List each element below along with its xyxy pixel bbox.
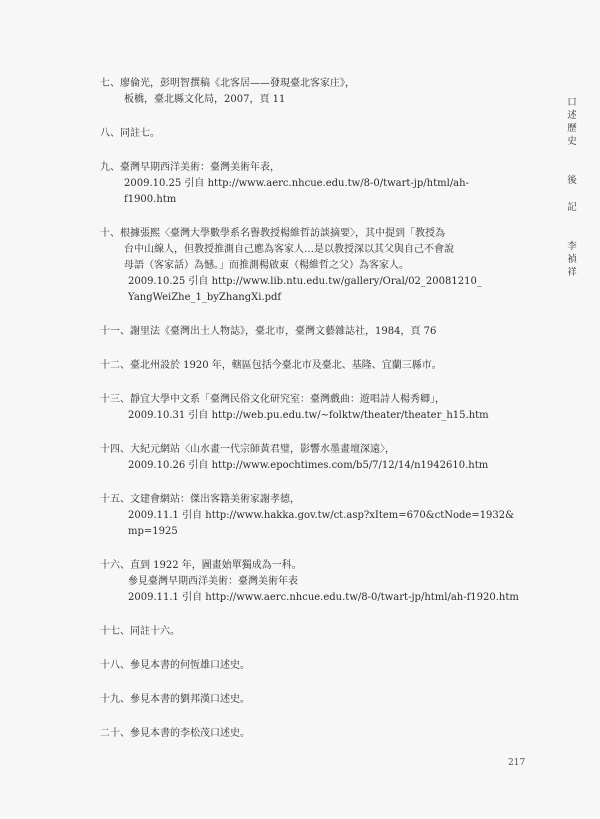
note-17-head: 十七、同註十六。 [100, 626, 180, 637]
series-title [562, 96, 582, 148]
note-10-line-2: 母語（客家話）為憾。」而推測楊啟東（楊維哲之父）為客家人。 [124, 260, 409, 271]
running-header-vertical [562, 96, 582, 279]
note-10-line-3: 2009.10.25 引自 http://www.lib.ntu.edu.tw/gallery/Oral/02_20081210_ [128, 276, 482, 287]
note-9 [100, 160, 520, 208]
note-10-line-4: YangWeiZhe_1_byZhangXi.pdf [128, 292, 282, 303]
note-13-line-1: 2009.10.31 引自 http://web.pu.edu.tw/~folktw/theater/theater_h15.htm [128, 410, 489, 421]
note-14-head: 十四、大紀元網站〈山水畫一代宗師黃君璧，影響水墨畫壇深遠〉， [100, 444, 395, 455]
note-15-line-2: mp=1925 [128, 526, 178, 537]
note-17 [100, 624, 520, 640]
note-13-head: 十三、靜宜大學中文系「臺灣民俗文化研究室：臺灣戲曲：遊唱詩人楊秀卿」， [100, 394, 445, 405]
note-9-line-1: 2009.10.25 引自 http://www.aerc.nhcue.edu.tw/8-0/twart-jp/html/ah-f1900.htm [124, 178, 469, 205]
note-12-head: 十二、臺北州設於 1920 年，轄區包括今臺北市及臺北、基隆、宜蘭三縣市。 [100, 360, 442, 371]
note-10-line-1: 台中山線人，但教授推測自己應為客家人…是以教授深以其父與自己不會說 [124, 244, 454, 255]
note-19 [100, 692, 520, 708]
author-char: 祥 [567, 267, 577, 278]
note-13 [100, 392, 520, 424]
series-char: 史 [567, 136, 577, 147]
note-15 [100, 492, 520, 540]
note-9-head: 九、臺灣早期西洋美術：臺灣美術年表， [100, 162, 280, 173]
note-12 [100, 358, 520, 374]
chapter-char: 記 [567, 202, 577, 213]
note-16-head: 十六、直到 1922 年，圖畫始單獨成為一科。 [100, 560, 302, 571]
note-15-head: 十五、文建會網站：傑出客籍美術家謝孝德， [100, 494, 300, 505]
note-19-head: 十九、參見本書的劉邦漢口述史。 [100, 694, 250, 705]
note-11 [100, 324, 520, 340]
note-16-line-1: 參見臺灣早期西洋美術：臺灣美術年表 [128, 576, 298, 587]
note-11-head: 十一、謝里法《臺灣出土人物誌》，臺北市，臺灣文藝雜誌社，1984，頁 76 [100, 326, 437, 337]
note-7-line-1: 板橋，臺北縣文化局，2007，頁 11 [124, 94, 286, 105]
chapter-title [562, 174, 582, 214]
note-10-head: 十、根據張熙〈臺灣大學數學系名譽教授楊維哲訪談摘要〉，其中提到「教授為 [100, 228, 445, 239]
note-18 [100, 658, 520, 674]
author-char: 李 [567, 241, 577, 252]
endnotes-list [100, 76, 520, 742]
note-20 [100, 726, 520, 742]
note-18-head: 十八、參見本書的何恆雄口述史。 [100, 660, 250, 671]
note-8 [100, 126, 520, 142]
note-15-line-1: 2009.11.1 引自 http://www.hakka.gov.tw/ct.asp?xItem=670&ctNode=1932& [128, 510, 515, 521]
chapter-char: 後 [567, 175, 577, 186]
note-7-head: 七、廖倫光，彭明智撰稿《北客居——發現臺北客家庄》， [100, 78, 355, 89]
note-10 [100, 226, 520, 306]
note-16 [100, 558, 520, 606]
note-14-line-1: 2009.10.26 引自 http://www.epochtimes.com/b5/7/12/14/n1942610.htm [128, 460, 489, 471]
note-8-head: 八、同註七。 [100, 128, 160, 139]
page-number: 217 [508, 758, 526, 768]
series-char: 歷 [567, 123, 577, 134]
note-20-head: 二十、參見本書的李松茂口述史。 [100, 728, 250, 739]
author-name [562, 240, 582, 279]
series-char: 述 [567, 110, 577, 121]
note-14 [100, 442, 520, 474]
author-char: 禎 [567, 254, 577, 265]
series-char: 口 [567, 97, 577, 108]
note-16-line-2: 2009.11.1 引自 http://www.aerc.nhcue.edu.tw/8-0/twart-jp/html/ah-f1920.htm [128, 592, 519, 603]
note-7 [100, 76, 520, 108]
